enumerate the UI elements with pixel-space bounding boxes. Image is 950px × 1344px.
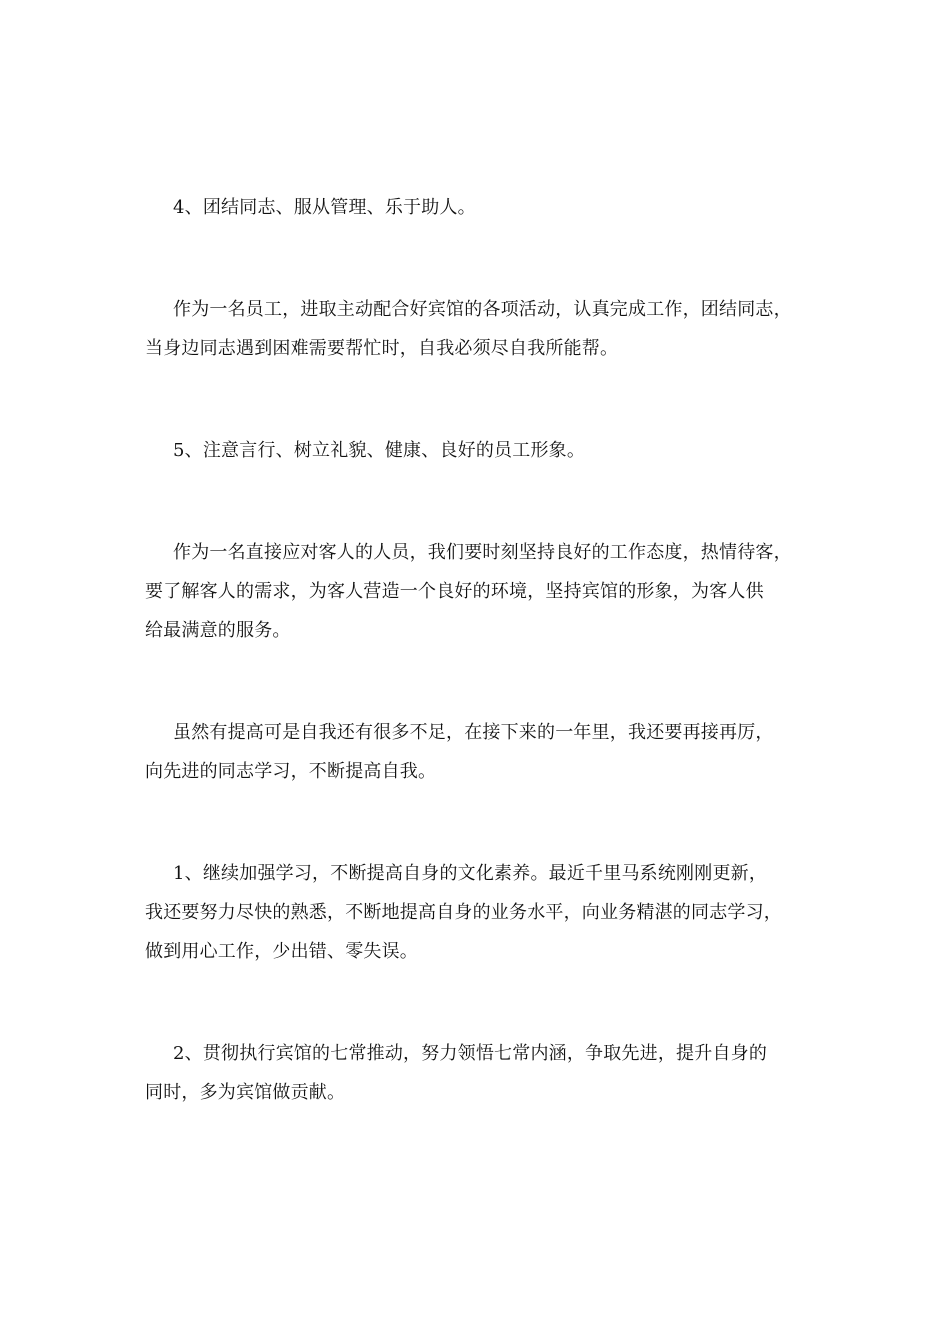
paragraph-customer-service: [145, 533, 845, 650]
paragraph-item-5: [145, 431, 845, 470]
paragraph-line: 做到用心工作，少出错、零失误。: [145, 941, 418, 962]
paragraph-line: 4、团结同志、服从管理、乐于助人。: [173, 197, 476, 218]
paragraph-line: 1、继续加强学习，不断提高自身的文化素养。最近千里马系统刚刚更新，: [173, 863, 768, 884]
paragraph-plan-item-1: [145, 854, 845, 971]
paragraph-line: 当身边同志遇到困难需要帮忙时，自我必须尽自我所能帮。: [145, 338, 619, 359]
paragraph-line: 给最满意的服务。: [145, 620, 291, 641]
paragraph-line: 2、贯彻执行宾馆的七常推动，努力领悟七常内涵，争取先进，提升自身的: [173, 1043, 768, 1064]
paragraph-plan-item-2: [145, 1034, 845, 1112]
paragraph-line: 虽然有提高可是自我还有很多不足，在接下来的一年里，我还要再接再厉，: [173, 722, 774, 743]
paragraph-line: 要了解客人的需求，为客人营造一个良好的环境，坚持宾馆的形象，为客人供: [145, 581, 764, 602]
paragraph-line: 向先进的同志学习，不断提高自我。: [145, 761, 437, 782]
paragraph-employee-cooperation: [145, 290, 845, 368]
paragraph-line: 我还要努力尽快的熟悉，不断地提高自身的业务水平，向业务精湛的同志学习，: [145, 902, 782, 923]
paragraph-line: 作为一名直接应对客人的人员，我们要时刻坚持良好的工作态度，热情待客，: [173, 542, 792, 563]
paragraph-self-improvement: [145, 713, 845, 791]
paragraph-line: 5、注意言行、树立礼貌、健康、良好的员工形象。: [173, 440, 586, 461]
paragraph-line: 作为一名员工，进取主动配合好宾馆的各项活动，认真完成工作，团结同志，: [173, 299, 792, 320]
paragraph-line: 同时，多为宾馆做贡献。: [145, 1082, 346, 1103]
paragraph-item-4: [145, 188, 845, 227]
